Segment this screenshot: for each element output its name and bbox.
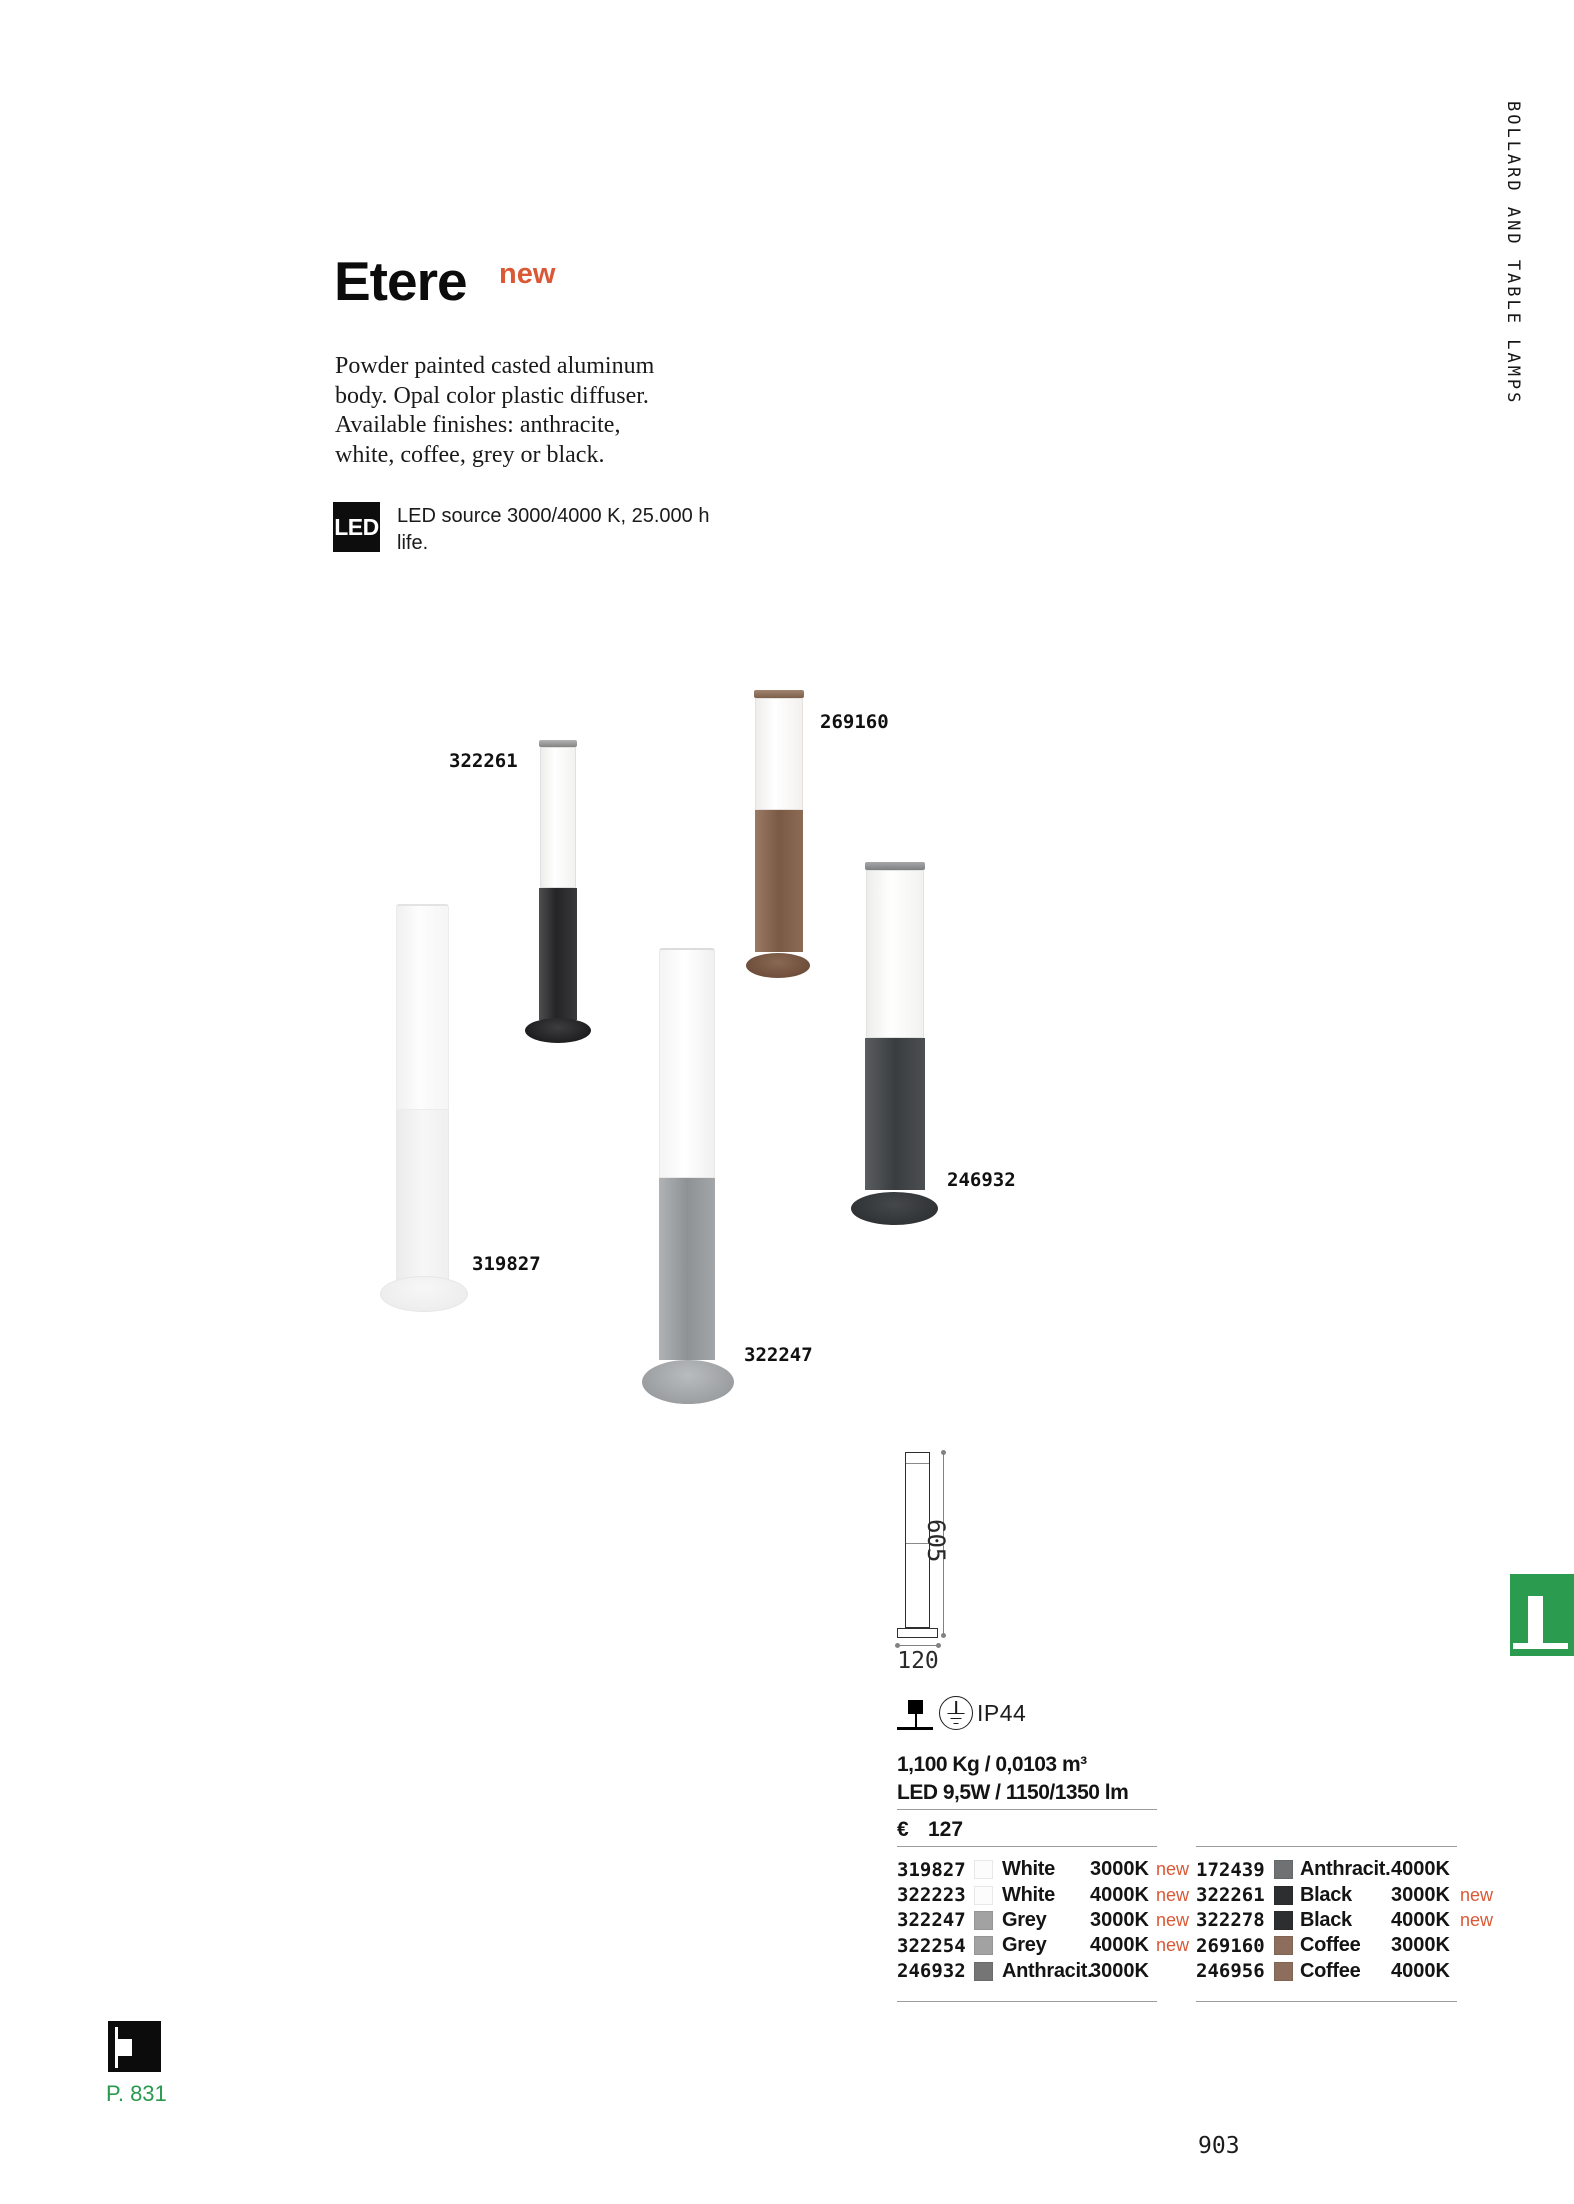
finish-name: Anthracit.: [1300, 1858, 1391, 1881]
divider: [897, 2001, 1157, 2002]
lamp-image-white: [380, 900, 468, 1312]
lamp-cap: [539, 740, 577, 747]
bollard-type-icon: [893, 1699, 937, 1732]
description-line: Powder painted casted aluminum: [335, 353, 655, 379]
page-number: 903: [1198, 2133, 1240, 2159]
variants-column-right: [1196, 1857, 1493, 1984]
lamp-cap: [754, 690, 804, 698]
lamp-diffuser: [755, 698, 803, 810]
weight-volume-spec: 1,100 Kg / 0,0103 m³: [897, 1753, 1087, 1776]
lamp-diffuser: [866, 870, 924, 1038]
finish-swatch: [974, 1860, 993, 1879]
finish-name: Grey: [1002, 1908, 1047, 1931]
variant-row: [897, 1857, 1189, 1882]
led-badge-icon: LED: [333, 502, 380, 552]
color-temperature: 4000K: [1391, 1959, 1450, 1982]
variant-row: [897, 1933, 1189, 1958]
bollard-category-icon: [1510, 1574, 1574, 1656]
bollard-icon-ground: [897, 1727, 933, 1730]
lamp-base: [851, 1192, 938, 1225]
finish-swatch: [974, 1911, 993, 1930]
new-tag: new: [1156, 1935, 1190, 1956]
variant-row: [897, 1908, 1189, 1933]
new-tag: new: [1156, 1859, 1190, 1880]
new-tag: new: [1460, 1909, 1494, 1930]
variant-row: [897, 1959, 1189, 1984]
finish-swatch: [974, 1886, 993, 1905]
ip-rating: IP44: [977, 1700, 1027, 1726]
lamp-image-coffee: [746, 690, 812, 982]
description-line: Available finishes: anthracite,: [335, 412, 621, 438]
lamp-base: [380, 1276, 468, 1312]
new-tag: new: [1156, 1884, 1190, 1905]
drawing-seam: [906, 1463, 929, 1464]
wall-lamp-reference-icon: [108, 2021, 161, 2072]
earth-ground-icon: [939, 1696, 973, 1730]
lamp-base: [746, 953, 810, 978]
variant-row: [1196, 1959, 1493, 1984]
finish-name: White: [1002, 1883, 1055, 1906]
variant-row: [1196, 1857, 1493, 1882]
currency-symbol: €: [897, 1818, 909, 1841]
finish-swatch: [1274, 1886, 1293, 1905]
bollard-icon-stem: [915, 1714, 917, 1727]
category-side-label: BOLLARD AND TABLE LAMPS: [1503, 101, 1523, 406]
lamp-body: [755, 810, 803, 952]
finish-name: White: [1002, 1858, 1055, 1881]
led-note-line: LED source 3000/4000 K, 25.000 h: [397, 505, 710, 527]
color-temperature: 3000K: [1090, 1858, 1149, 1881]
variants-column-left: [897, 1857, 1189, 1984]
height-dimension-value: 605: [922, 1519, 950, 1563]
variant-code: 246956: [1196, 1960, 1265, 1983]
bollard-pictogram-post: [1528, 1596, 1543, 1645]
finish-name: Grey: [1002, 1934, 1047, 1957]
product-code-label: 246932: [947, 1169, 1016, 1191]
dimension-endpoint: [941, 1450, 946, 1455]
product-description: [335, 352, 735, 470]
lamp-diffuser: [396, 904, 449, 1110]
variant-code: 322254: [897, 1934, 966, 1957]
description-line: body. Opal color plastic diffuser.: [335, 382, 649, 409]
product-code-label: 322247: [744, 1344, 813, 1366]
product-code-label: 269160: [820, 711, 889, 733]
bollard-pictogram-ground: [1513, 1643, 1568, 1649]
new-badge: new: [499, 258, 556, 290]
variant-code: 269160: [1196, 1934, 1265, 1957]
color-temperature: 3000K: [1391, 1934, 1450, 1957]
lamp-diffuser: [659, 948, 715, 1178]
lamp-image-black: [525, 738, 591, 1044]
finish-name: Black: [1300, 1908, 1352, 1931]
lamp-body: [659, 1178, 715, 1360]
finish-swatch: [1274, 1911, 1293, 1930]
new-tag: new: [1156, 1909, 1190, 1930]
bollard-icon-head: [908, 1700, 923, 1714]
finish-swatch: [974, 1936, 993, 1955]
price-value: 127: [928, 1818, 964, 1841]
color-temperature: 4000K: [1090, 1883, 1149, 1906]
new-tag: new: [1460, 1884, 1494, 1905]
product-code-label: 322261: [449, 750, 518, 772]
variant-row: [1196, 1933, 1493, 1958]
variant-row: [1196, 1908, 1493, 1933]
finish-name: Black: [1300, 1883, 1352, 1906]
wall-icon-lamp: [118, 2039, 132, 2056]
variant-code: 322223: [897, 1884, 966, 1907]
width-dimension-value: 120: [897, 1648, 939, 1674]
lamp-image-anthracite: [850, 862, 940, 1228]
lamp-base: [642, 1360, 734, 1404]
divider: [1196, 2001, 1457, 2002]
finish-swatch: [1274, 1962, 1293, 1981]
width-dimension-line: [897, 1645, 939, 1646]
product-title: Etere: [334, 250, 467, 312]
description-line: white, coffee, grey or black.: [335, 441, 605, 468]
product-code-label: 319827: [472, 1253, 541, 1275]
divider: [897, 1809, 1157, 1810]
color-temperature: 3000K: [1090, 1959, 1149, 1982]
color-temperature: 4000K: [1391, 1858, 1450, 1881]
dimension-endpoint: [941, 1633, 946, 1638]
lamp-body: [396, 1110, 449, 1280]
finish-swatch: [1274, 1936, 1293, 1955]
divider: [897, 1846, 1157, 1847]
color-temperature: 4000K: [1090, 1934, 1149, 1957]
lamp-body: [865, 1038, 925, 1190]
lamp-cap: [865, 862, 925, 870]
variant-code: 322261: [1196, 1884, 1265, 1907]
color-temperature: 3000K: [1391, 1883, 1450, 1906]
lamp-base: [525, 1018, 591, 1043]
led-source-note: [397, 503, 727, 557]
led-power-spec: LED 9,5W / 1150/1350 lm: [897, 1781, 1129, 1804]
lamp-body: [539, 888, 577, 1020]
finish-swatch: [974, 1962, 993, 1981]
color-temperature: 3000K: [1090, 1908, 1149, 1931]
variant-row: [897, 1882, 1189, 1907]
color-temperature: 4000K: [1391, 1908, 1450, 1931]
variant-code: 172439: [1196, 1858, 1265, 1881]
variant-code: 246932: [897, 1960, 966, 1983]
finish-name: Anthracit.: [1002, 1959, 1093, 1982]
variant-code: 322278: [1196, 1909, 1265, 1932]
finish-swatch: [1274, 1860, 1293, 1879]
page-reference-link[interactable]: P. 831: [106, 2081, 167, 2106]
variant-code: 322247: [897, 1909, 966, 1932]
led-note-line: life.: [397, 532, 429, 554]
dimension-drawing-base: [897, 1628, 938, 1638]
finish-name: Coffee: [1300, 1959, 1361, 1982]
variant-row: [1196, 1882, 1493, 1907]
divider: [1196, 1846, 1457, 1847]
variant-code: 319827: [897, 1858, 966, 1881]
lamp-image-grey: [642, 946, 734, 1408]
finish-name: Coffee: [1300, 1934, 1361, 1957]
lamp-diffuser: [540, 747, 576, 888]
